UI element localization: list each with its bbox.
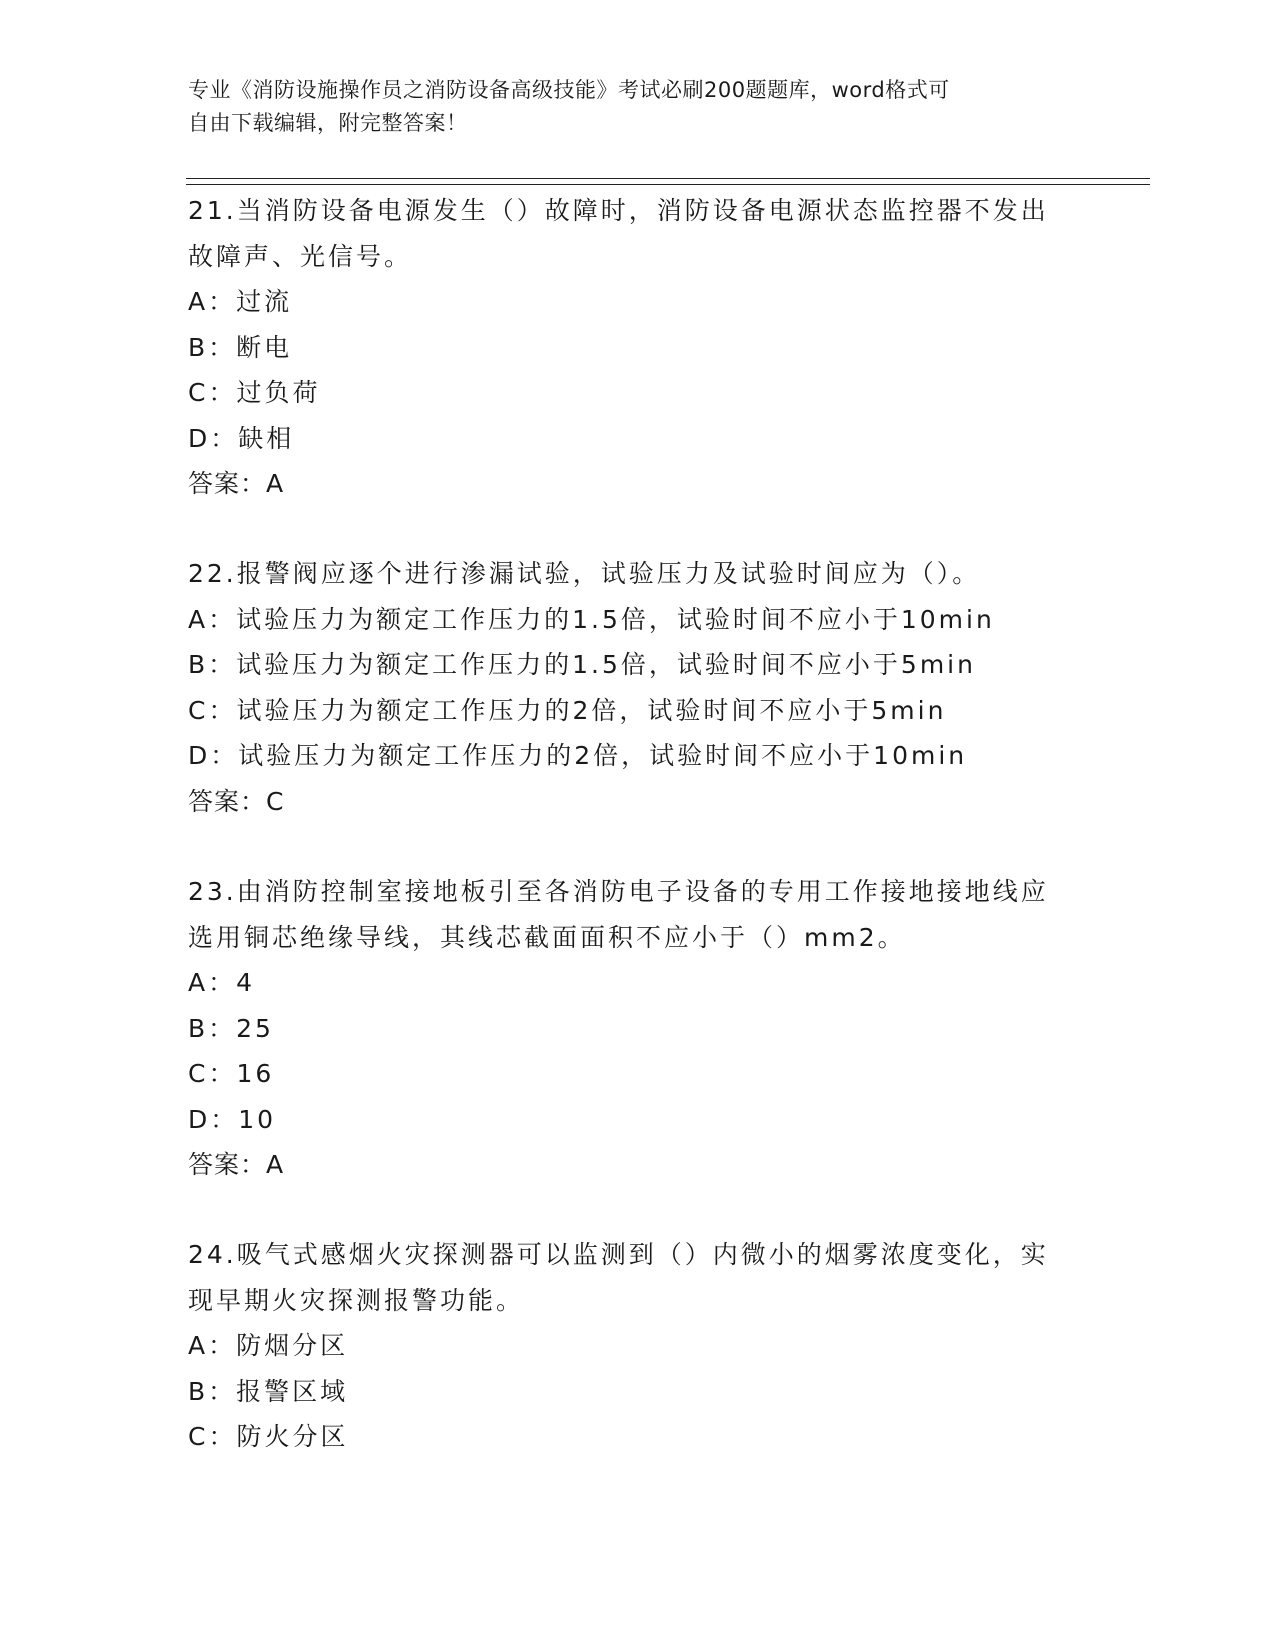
option-a: A：4 [188,968,256,997]
answer: 答案：A [188,1150,285,1179]
question-stem-line: 23.由消防控制室接地板引至各消防电子设备的专用工作接地接地线应 [188,877,1049,906]
option-d: D：10 [188,1104,277,1134]
question-23 [188,869,1068,1188]
question-stem-line: 24.吸气式感烟火灾探测器可以监测到（）内微小的烟雾浓度变化，实 [188,1240,1049,1269]
question-stem-line: 22.报警阀应逐个进行渗漏试验，试验压力及试验时间应为（）。 [188,559,981,588]
option-c: C：过负荷 [188,378,321,407]
question-24 [188,1232,1068,1460]
question-stem-line: 故障声、光信号。 [188,241,413,271]
option-b: B：断电 [188,332,293,362]
answer: 答案：A [188,469,285,498]
header-line-1: 专业《消防设施操作员之消防设备高级技能》考试必刷200题题库，word格式可 [188,78,950,102]
question-22 [188,551,1068,824]
question-stem-line: 21.当消防设备电源发生（）故障时，消防设备电源状态监控器不发出 [188,196,1049,225]
option-b: B：试验压力为额定工作压力的1.5倍，试验时间不应小于5min [188,650,976,679]
option-a: A：防烟分区 [188,1331,349,1360]
option-b: B：报警区域 [188,1376,349,1406]
answer: 答案：C [188,786,285,816]
header-divider-top [186,178,1150,179]
question-stem-line: 选用铜芯绝缘导线，其线芯截面面积不应小于（）mm2。 [188,922,906,952]
question-stem-line: 现早期火灾探测报警功能。 [188,1285,525,1315]
option-a: A：过流 [188,287,293,316]
header-line-2: 自由下载编辑，附完整答案！ [188,111,468,135]
option-c: C：16 [188,1059,275,1088]
option-c: C：防火分区 [188,1422,349,1451]
option-d: D：缺相 [188,423,295,453]
question-21 [188,188,1068,507]
option-c: C：试验压力为额定工作压力的2倍，试验时间不应小于5min [188,695,947,725]
option-a: A：试验压力为额定工作压力的1.5倍，试验时间不应小于10min [188,604,995,634]
document-header [188,74,1068,140]
header-divider-bottom [186,184,1150,185]
option-d: D：试验压力为额定工作压力的2倍，试验时间不应小于10min [188,741,968,770]
option-b: B：25 [188,1013,274,1043]
